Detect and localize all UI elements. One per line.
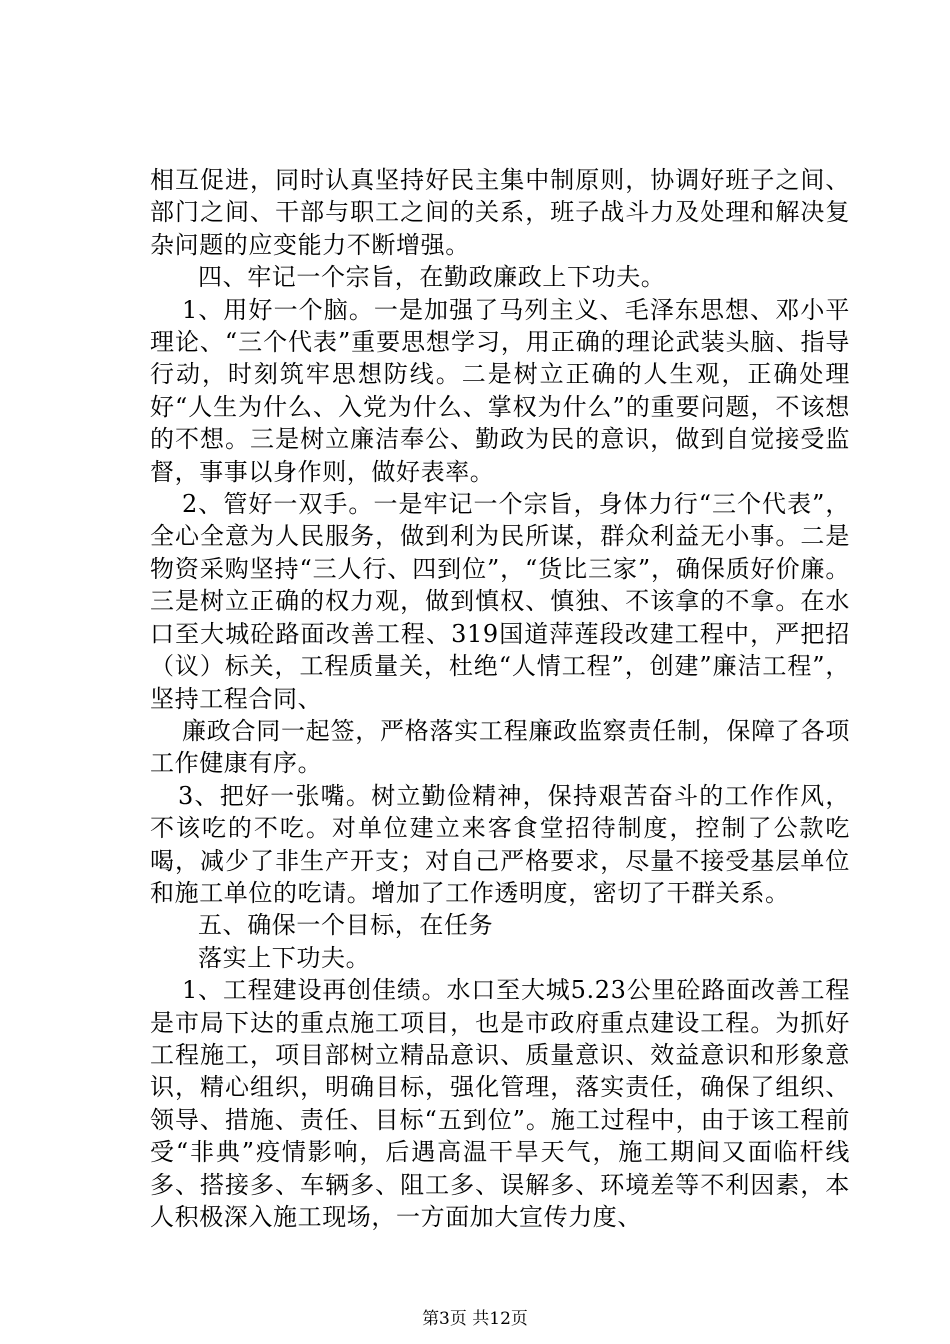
paragraph-item-2: 2、管好一双手。一是牢记一个宗旨，身体力行“三个代表”，全心全意为人民服务，做到利为民所谋，群众利益无小事。二是物资采购坚持“三人行、四到位”，“货比三家”，确保质好价廉。三是树立正确的权力观，做到慎权、慎独、不该拿的不拿。在水口至大城砼路面改善工程、319国道萍莲段改建工程中，严把招（议）标关，工程质量关，杜绝“人情工程”，创建”廉洁工程”，坚持工程合同、 (150, 490, 850, 713)
page-footer: 第3页 共12页 (422, 1309, 528, 1329)
body-text (150, 164, 850, 1233)
paragraph-item-2-cont: 廉政合同一起签，严格落实工程廉政监察责任制，保障了各项工作健康有序。 (150, 716, 850, 778)
paragraph-engineering: 1、工程建设再创佳绩。水口至大城5.23公里砼路面改善工程是市局下达的重点施工项目，也是市政府重点建设工程。为抓好工程施工，项目部树立精品意识、质量意识、效益意识和形象意识，精心组织，明确目标，强化管理，落实责任，确保了组织、领导、措施、责任、目标“五到位”。施工过程中，由于该工程前受“非典”疫情影响，后遇高温干旱天气，施工期间又面临杆线多、搭接多、车辆多、阻工多、误解多、环境差等不利因素，本人积极深入施工现场，一方面加大宣传力度、 (150, 976, 850, 1231)
section-heading-four: 四、牢记一个宗旨，在勤政廉政上下功夫。 (198, 263, 666, 292)
paragraph-continuation: 相互促进，同时认真坚持好民主集中制原则，协调好班子之间、部门之间、干部与职工之间的关系，班子战斗力及处理和解决复杂问题的应变能力不断增强。 (150, 166, 850, 259)
paragraph-item-1: 1、用好一个脑。一是加强了马列主义、毛泽东思想、邓小平理论、“三个代表”重要思想学习，用正确的理论武装头脑、指导行动，时刻筑牢思想防线。二是树立正确的人生观，正确处理好“人生为什么、入党为什么、掌权为什么”的重要问题，不该想的不想。三是树立廉洁奉公、勤政为民的意识，做到自觉接受监督，事事以身作则，做好表率。 (150, 295, 850, 486)
section-heading-five: 五、确保一个目标，在任务 (198, 911, 494, 940)
section-heading-five-cont: 落实上下功夫。 (198, 943, 371, 972)
paragraph-item-3: 3、把好一张嘴。树立勤俭精神，保持艰苦奋斗的工作作风，不该吃的不吃。对单位建立来客食堂招待制度，控制了公款吃喝，减少了非生产开支；对自己严格要求，尽量不接受基层单位和施工单位的吃请。增加了工作透明度，密切了干群关系。 (150, 781, 850, 907)
